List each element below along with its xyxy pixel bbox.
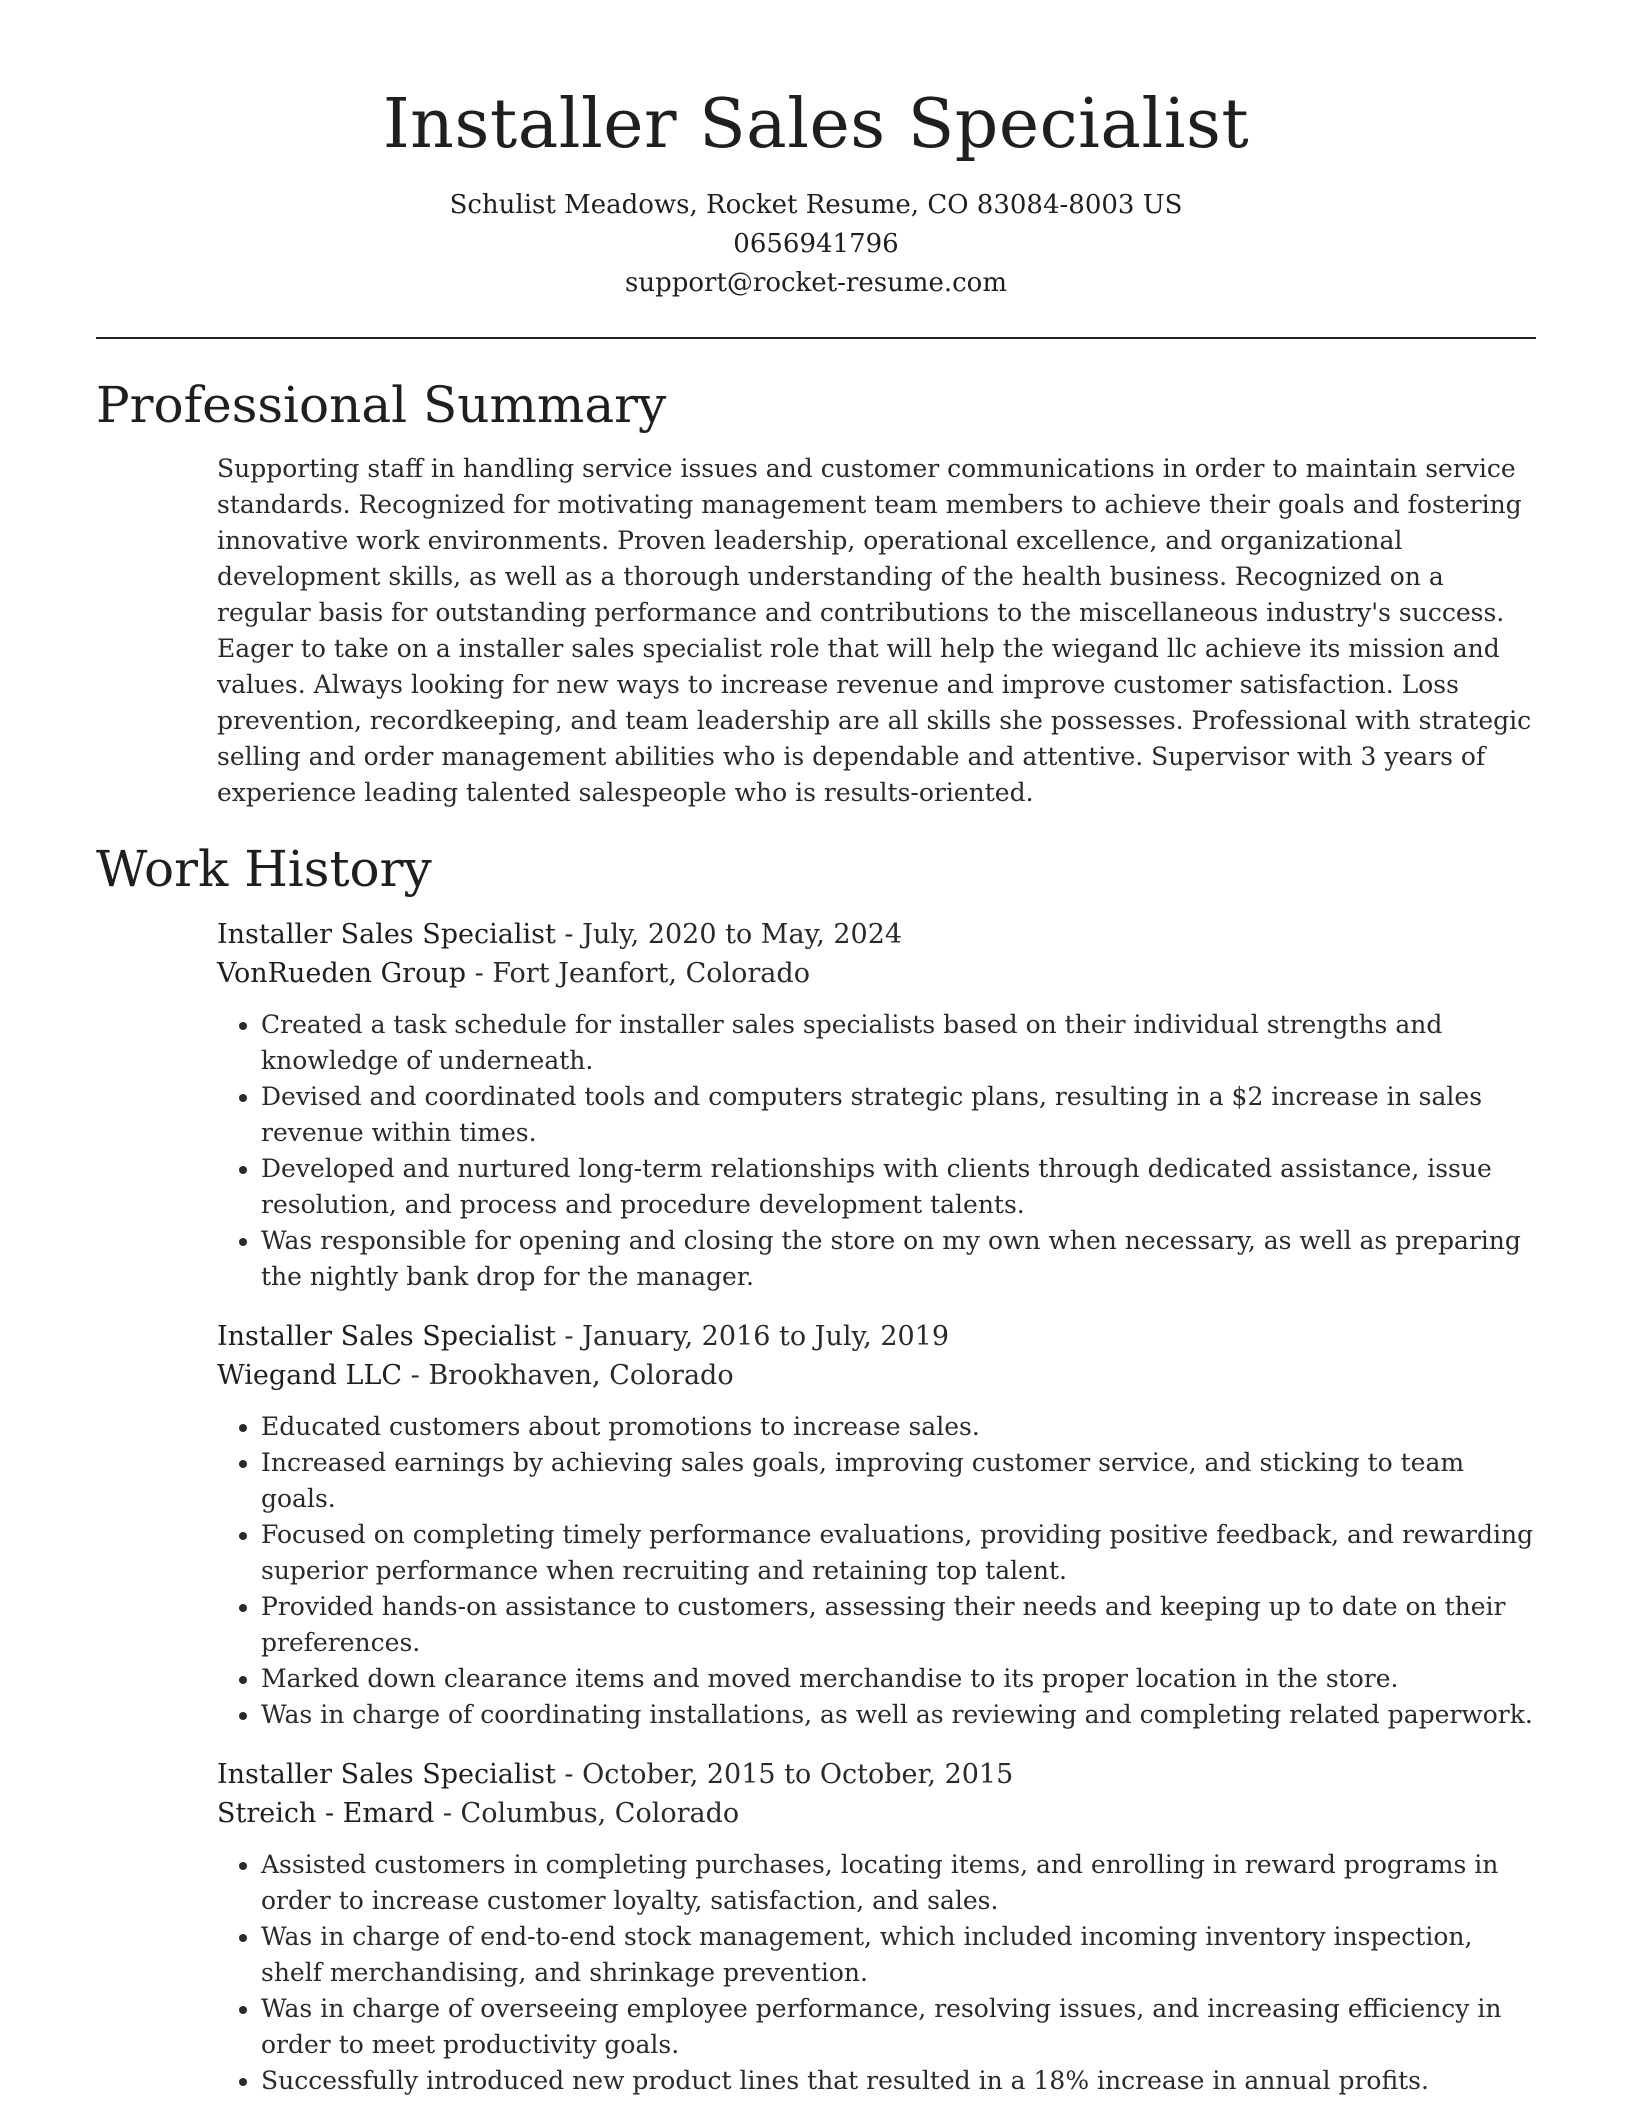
job-company-line (217, 1794, 1536, 1833)
job-role: Installer Sales Specialist (217, 919, 556, 950)
job-bullet: • Developed and nurtured long-term relationships with clients through dedicated assistance, issue resolution, and process and procedure development talents. (261, 1151, 1536, 1223)
header-divider (96, 337, 1536, 339)
job-dates: - January, 2016 to July, 2019 (555, 1321, 950, 1352)
job-company: VonRueden Group (217, 958, 466, 989)
job-bullet: • Was in charge of overseeing employee performance, resolving issues, and increasing efficiency in order to meet productivity goals. (261, 1991, 1536, 2063)
job-bullet: • Created a task schedule for installer sales specialists based on their individual strengths and knowledge of underneath. (261, 1007, 1536, 1079)
job-bullet: • Provided hands-on assistance to customers, assessing their needs and keeping up to date on their preferences. (261, 1589, 1536, 1661)
job-role-line (217, 915, 1536, 954)
job-bullet: • Increased earnings by achieving sales goals, improving customer service, and sticking to team goals. (261, 1445, 1536, 1517)
job-bullets (217, 1007, 1536, 1295)
job-bullet: • Was in charge of coordinating installations, as well as reviewing and completing related paperwork. (261, 1697, 1536, 1733)
job-bullet: • Successfully introduced new product lines that resulted in a 18% increase in annual profits. (261, 2063, 1536, 2099)
job-dates: - July, 2020 to May, 2024 (555, 919, 903, 950)
job-role: Installer Sales Specialist (217, 1759, 556, 1790)
resume-header (96, 80, 1536, 303)
job-role-line (217, 1755, 1536, 1794)
address-line: Schulist Meadows, Rocket Resume, CO 83084-8003 US (449, 190, 1183, 220)
job-dates: - October, 2015 to October, 2015 (555, 1759, 1014, 1790)
email-line: support@rocket-resume.com (624, 268, 1007, 298)
job-location: - Brookhaven, Colorado (402, 1360, 734, 1391)
phone-line: 0656941796 (733, 229, 899, 259)
work-history-list (217, 915, 1536, 2099)
job-bullet: • Assisted customers in completing purchases, locating items, and enrolling in reward programs in order to increase customer loyalty, satisfaction, and sales. (261, 1847, 1536, 1919)
job-entry (217, 1755, 1536, 2099)
job-company: Streich - Emard (217, 1798, 435, 1829)
job-company: Wiegand LLC (217, 1360, 403, 1391)
summary-heading: Professional Summary (96, 376, 667, 434)
job-bullet: • Marked down clearance items and moved merchandise to its proper location in the store. (261, 1661, 1536, 1697)
job-bullets (217, 1409, 1536, 1733)
job-location: - Columbus, Colorado (434, 1798, 740, 1829)
job-company-line (217, 1356, 1536, 1395)
job-bullets (217, 1847, 1536, 2099)
job-company-line (217, 954, 1536, 993)
job-role-line (217, 1317, 1536, 1356)
job-entry (217, 915, 1536, 1295)
summary-text: Supporting staff in handling service issues and customer communications in order to maintain service standards. Recognized for motivating management team members to achieve their goals and fostering innovative work environments. Proven leadership, operational excellence, and organizational development skills, as well as a thorough understanding of the health business. Recognized on a regular basis for outstanding performance and contributions to the miscellaneous industry's success. Eager to take on a installer sales specialist role that will help the wiegand llc achieve its mission and values. Always looking for new ways to increase revenue and improve customer satisfaction. Loss prevention, recordkeeping, and team leadership are all skills she possesses. Professional with strategic selling and order management abilities who is dependable and attentive. Supervisor with 3 years of experience leading talented salespeople who is results-oriented. (217, 454, 1532, 807)
job-location: - Fort Jeanfort, Colorado (466, 958, 810, 989)
contact-block (96, 186, 1536, 303)
candidate-title: Installer Sales Specialist (382, 85, 1250, 164)
job-bullet: • Devised and coordinated tools and computers strategic plans, resulting in a $2 increase in sales revenue within times. (261, 1079, 1536, 1151)
job-bullet: • Focused on completing timely performance evaluations, providing positive feedback, and rewarding superior performance when recruiting and retaining top talent. (261, 1517, 1536, 1589)
job-bullet: • Was responsible for opening and closing the store on my own when necessary, as well as preparing the nightly bank drop for the manager. (261, 1223, 1536, 1295)
job-entry (217, 1317, 1536, 1733)
job-bullet: • Was in charge of end-to-end stock management, which included incoming inventory inspection, shelf merchandising, and shrinkage prevention. (261, 1919, 1536, 1991)
work-history-heading: Work History (96, 840, 432, 898)
job-bullet: • Educated customers about promotions to increase sales. (261, 1409, 1536, 1445)
job-role: Installer Sales Specialist (217, 1321, 556, 1352)
